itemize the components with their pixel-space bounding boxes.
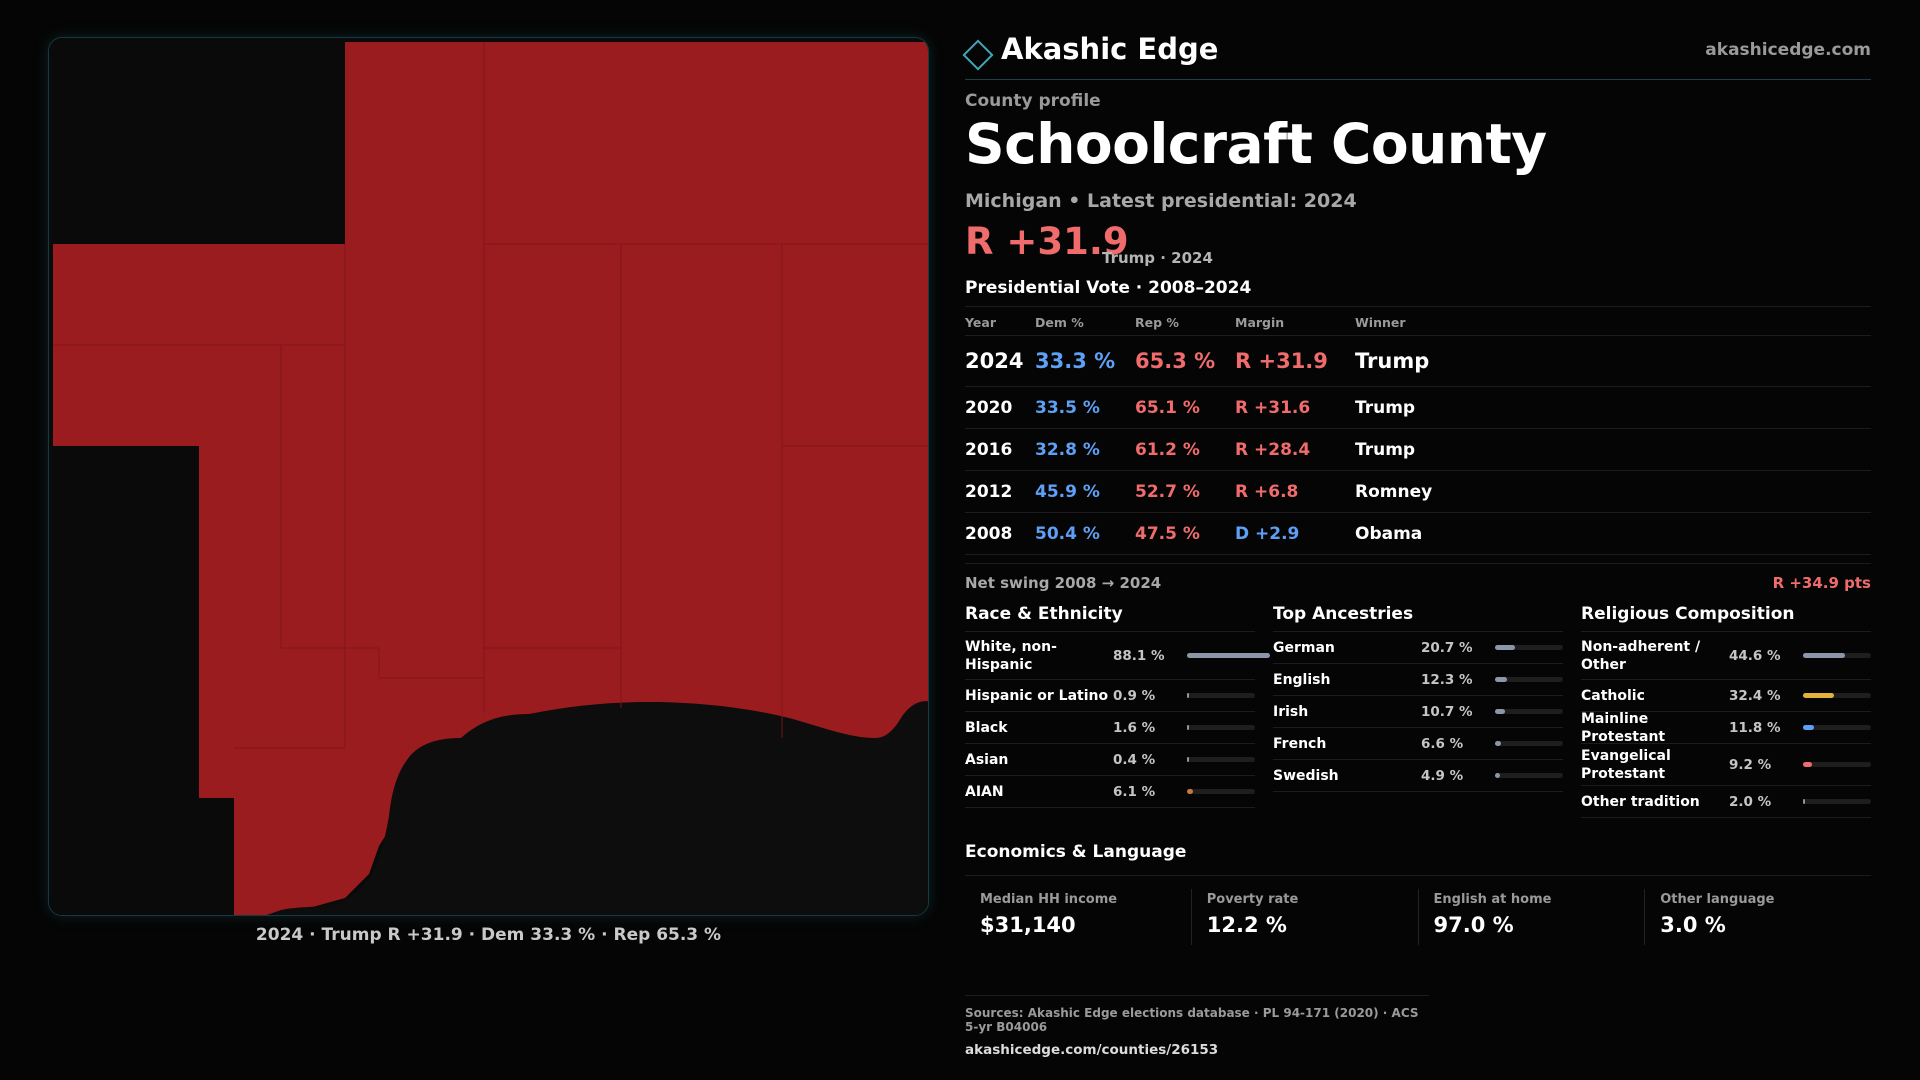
item-label: Black: [965, 719, 1008, 736]
share-bar: [1187, 693, 1255, 698]
vote-row: [965, 429, 1871, 471]
item-value: 88.1 %: [1113, 647, 1165, 664]
brand-name[interactable]: Akashic Edge: [1001, 32, 1219, 66]
vote-dem-pct: 50.4 %: [1035, 513, 1135, 555]
list-item: [965, 680, 1255, 712]
share-bar-fill: [1187, 693, 1189, 698]
share-bar-fill: [1495, 645, 1515, 650]
vote-margin: R +31.6: [1235, 387, 1355, 429]
vote-row: [965, 471, 1871, 513]
list-item: [965, 632, 1255, 680]
share-bar-fill: [1187, 725, 1189, 730]
vote-margin: R +6.8: [1235, 471, 1355, 513]
economics-cell: [1644, 889, 1871, 945]
share-bar-fill: [1495, 741, 1501, 746]
item-label: Irish: [1273, 703, 1309, 720]
vote-margin: R +28.4: [1235, 429, 1355, 471]
item-value: 20.7 %: [1421, 639, 1473, 656]
vote-winner: Trump: [1355, 336, 1871, 387]
headline-margin: R +31.9: [965, 220, 1129, 263]
item-label: Catholic: [1581, 687, 1645, 704]
vote-winner: Obama: [1355, 513, 1871, 555]
item-label: Asian: [965, 751, 1009, 768]
list-item: [1581, 632, 1871, 680]
economics-cell: [1191, 889, 1418, 945]
header-year: Year: [965, 307, 1035, 336]
ancestry-block: [1273, 600, 1563, 792]
page-subtitle: Michigan • Latest presidential: 2024: [965, 190, 1357, 212]
race-ethnicity-block: [965, 600, 1255, 808]
net-swing-label: Net swing 2008 → 2024: [965, 574, 1162, 592]
list-item: [1273, 728, 1563, 760]
item-value: 32.4 %: [1729, 687, 1781, 704]
share-bar: [1495, 773, 1563, 778]
sources-footer: [965, 995, 1429, 1058]
item-value: 9.2 %: [1729, 756, 1772, 773]
item-label: English: [1273, 671, 1331, 688]
presidential-vote-title: Presidential Vote · 2008–2024: [965, 278, 1252, 298]
page-title: Schoolcraft County: [965, 112, 1547, 176]
vote-dem-pct: 33.5 %: [1035, 387, 1135, 429]
vote-rep-pct: 47.5 %: [1135, 513, 1235, 555]
item-label: Swedish: [1273, 767, 1339, 784]
share-bar-fill: [1803, 725, 1814, 730]
share-bar-fill: [1803, 693, 1834, 698]
sources-url[interactable]: akashicedge.com/counties/26153: [965, 1042, 1219, 1058]
vote-rep-pct: 61.2 %: [1135, 429, 1235, 471]
vote-rep-pct: 52.7 %: [1135, 471, 1235, 513]
item-value: 1.6 %: [1113, 719, 1156, 736]
item-label: Mainline Protestant: [1581, 710, 1666, 745]
sources-line: Sources: Akashic Edge elections database · PL 94-171 (2020) · ACS 5-yr B04006: [965, 1006, 1419, 1034]
list-item: [1581, 744, 1871, 786]
vote-row: [965, 513, 1871, 555]
list-item: [1581, 786, 1871, 818]
list-item: [1581, 680, 1871, 712]
list-item: [965, 712, 1255, 744]
item-label: Hispanic or Latino: [965, 687, 1109, 704]
economics-label: Poverty rate: [1206, 892, 1299, 907]
ancestry-title: Top Ancestries: [1273, 600, 1563, 632]
table-header-row: [965, 307, 1871, 336]
county-map[interactable]: [48, 37, 929, 916]
share-bar-fill: [1495, 709, 1505, 714]
share-bar-fill: [1803, 762, 1812, 767]
item-value: 4.9 %: [1421, 767, 1464, 784]
item-label: German: [1273, 639, 1335, 656]
item-value: 44.6 %: [1729, 647, 1781, 664]
net-swing-value: R +34.9 pts: [1772, 574, 1871, 592]
vote-year: 2020: [965, 387, 1035, 429]
item-value: 0.9 %: [1113, 687, 1156, 704]
vote-row: [965, 336, 1871, 387]
economics-value: 3.0 %: [1660, 913, 1726, 937]
item-value: 10.7 %: [1421, 703, 1473, 720]
profile-kicker: County profile: [965, 91, 1101, 111]
vote-year: 2008: [965, 513, 1035, 555]
presidential-vote-table: [965, 306, 1871, 555]
item-value: 6.6 %: [1421, 735, 1464, 752]
share-bar: [1803, 799, 1871, 804]
economics-label: English at home: [1433, 892, 1552, 907]
economics-label: Median HH income: [980, 892, 1118, 907]
religion-block: [1581, 600, 1871, 818]
share-bar: [1187, 789, 1255, 794]
vote-winner: Romney: [1355, 471, 1871, 513]
economics-cell: [1418, 889, 1645, 945]
share-bar-fill: [1495, 677, 1507, 682]
economics-grid: [965, 889, 1871, 945]
vote-year: 2024: [965, 336, 1035, 387]
item-value: 12.3 %: [1421, 671, 1473, 688]
list-item: [1273, 760, 1563, 792]
share-bar: [1495, 645, 1563, 650]
item-label: White, non-Hispanic: [965, 638, 1057, 673]
header-dem: Dem %: [1035, 307, 1135, 336]
item-value: 2.0 %: [1729, 793, 1772, 810]
vote-margin: R +31.9: [1235, 336, 1355, 387]
brand-header: [965, 30, 1871, 80]
economics-title: Economics & Language: [965, 842, 1871, 876]
vote-winner: Trump: [1355, 387, 1871, 429]
list-item: [965, 776, 1255, 808]
race-ethnicity-title: Race & Ethnicity: [965, 600, 1255, 632]
item-label: French: [1273, 735, 1327, 752]
vote-rep-pct: 65.1 %: [1135, 387, 1235, 429]
share-bar: [1187, 653, 1255, 658]
item-label: Other tradition: [1581, 793, 1700, 810]
list-item: [1273, 696, 1563, 728]
diamond-logo-icon: [962, 39, 993, 70]
item-label: AIAN: [965, 783, 1004, 800]
share-bar: [1187, 757, 1255, 762]
vote-dem-pct: 32.8 %: [1035, 429, 1135, 471]
header-margin: Margin: [1235, 307, 1355, 336]
share-bar: [1803, 693, 1871, 698]
item-label: Non-adherent / Other: [1581, 638, 1701, 673]
item-value: 0.4 %: [1113, 751, 1156, 768]
economics-value: 12.2 %: [1206, 913, 1287, 937]
share-bar-fill: [1187, 789, 1193, 794]
share-bar-fill: [1495, 773, 1500, 778]
item-label: Evangelical Protestant: [1581, 747, 1671, 782]
economics-value: 97.0 %: [1433, 913, 1514, 937]
economics-cell: [965, 889, 1191, 945]
share-bar: [1495, 741, 1563, 746]
share-bar: [1495, 709, 1563, 714]
header-winner: Winner: [1355, 307, 1871, 336]
share-bar: [1803, 725, 1871, 730]
county-map-svg[interactable]: [49, 38, 929, 916]
vote-row: [965, 387, 1871, 429]
list-item: [1581, 712, 1871, 744]
headline-margin-note: Trump · 2024: [1102, 249, 1213, 267]
economics-value: $31,140: [980, 913, 1076, 937]
vote-margin: D +2.9: [1235, 513, 1355, 555]
share-bar: [1803, 653, 1871, 658]
vote-rep-pct: 65.3 %: [1135, 336, 1235, 387]
vote-year: 2012: [965, 471, 1035, 513]
net-swing-row: [965, 563, 1871, 596]
item-value: 11.8 %: [1729, 719, 1781, 736]
vote-year: 2016: [965, 429, 1035, 471]
religion-title: Religious Composition: [1581, 600, 1871, 632]
share-bar: [1803, 762, 1871, 767]
share-bar-fill: [1187, 653, 1270, 658]
vote-dem-pct: 45.9 %: [1035, 471, 1135, 513]
vote-dem-pct: 33.3 %: [1035, 336, 1135, 387]
share-bar-fill: [1803, 799, 1805, 804]
item-value: 6.1 %: [1113, 783, 1156, 800]
vote-winner: Trump: [1355, 429, 1871, 471]
list-item: [965, 744, 1255, 776]
profile-panel: [965, 0, 1871, 1080]
list-item: [1273, 632, 1563, 664]
brand-url[interactable]: akashicedge.com: [1705, 40, 1871, 60]
list-item: [1273, 664, 1563, 696]
share-bar-fill: [1187, 757, 1189, 762]
economics-label: Other language: [1660, 892, 1775, 907]
map-caption: 2024 · Trump R +31.9 · Dem 33.3 % · Rep 65.3 %: [255, 925, 722, 945]
header-rep: Rep %: [1135, 307, 1235, 336]
share-bar: [1187, 725, 1255, 730]
share-bar: [1495, 677, 1563, 682]
share-bar-fill: [1803, 653, 1845, 658]
